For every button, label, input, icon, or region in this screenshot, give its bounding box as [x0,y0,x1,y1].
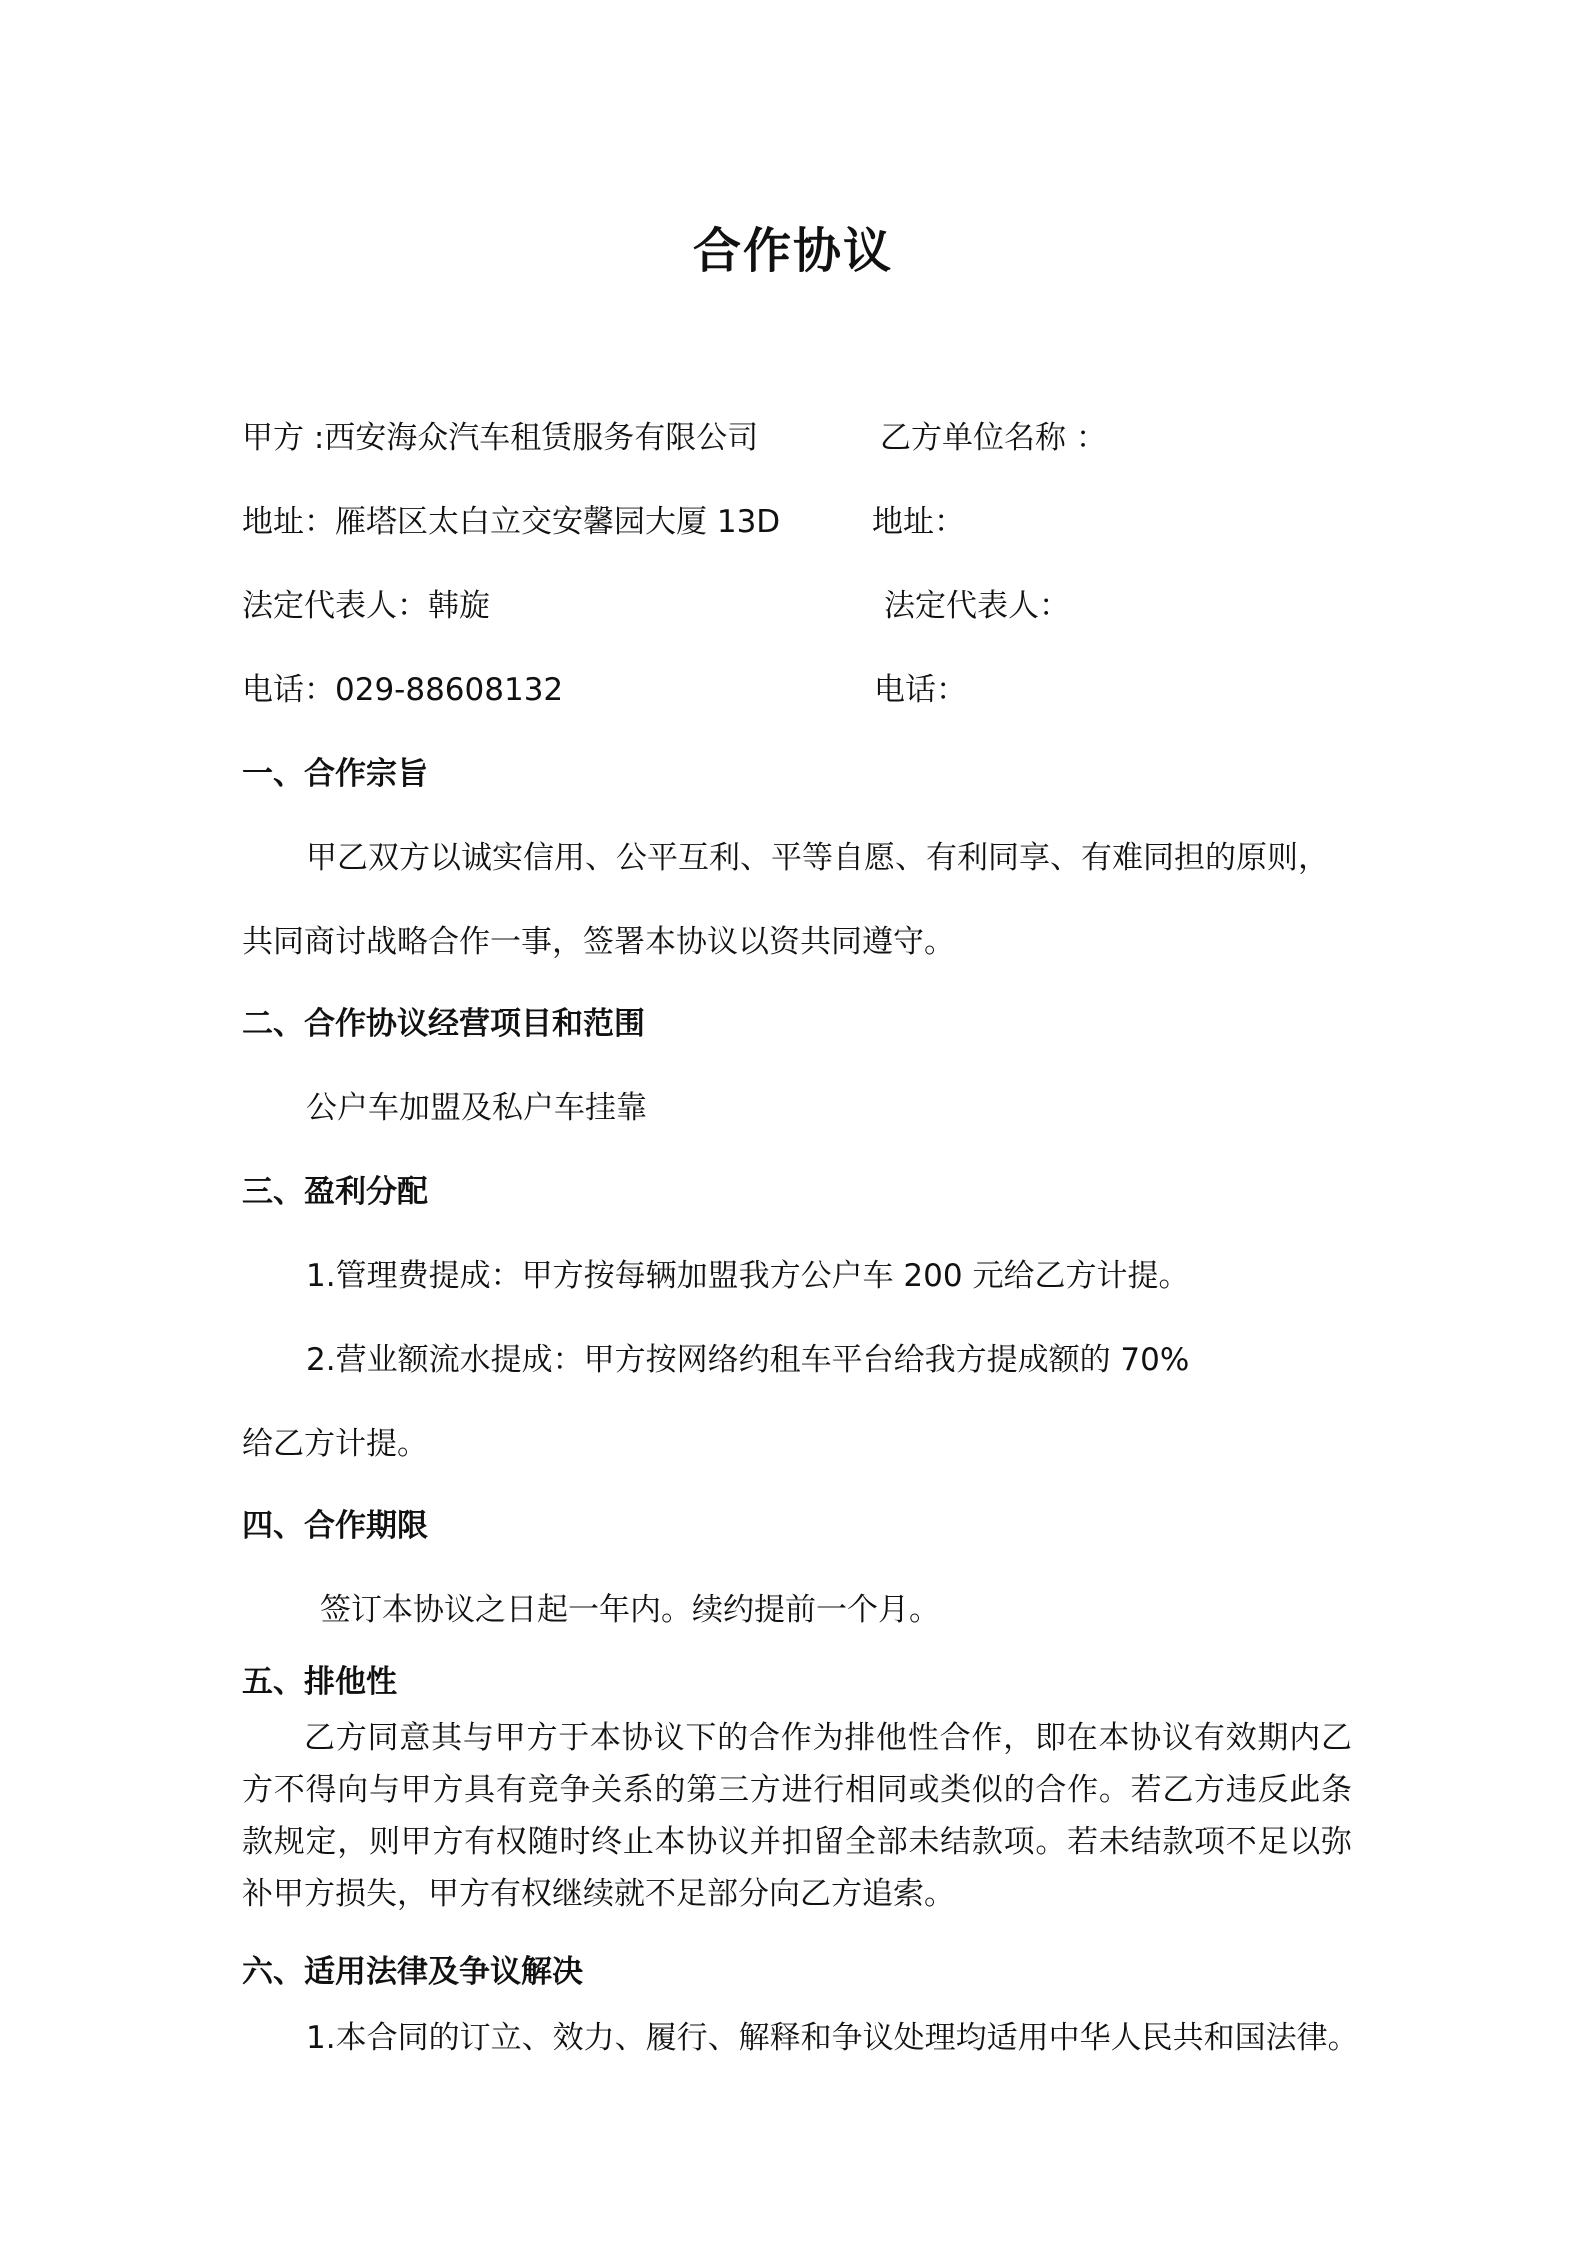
section-5-paragraph: 乙方同意其与甲方于本协议下的合作为排他性合作，即在本协议有效期内乙方不得向与甲方具有竞争关系的第三方进行相同或类似的合作。若乙方违反此条款规定，则甲方有权随时终止本协议并扣留全部未结款项。若未结款项不足以弥补甲方损失，甲方有权继续就不足部分向乙方追索。 [242,1720,1352,1912]
section-2-line-1: 公户车加盟及私户车挂靠 [306,1090,647,1126]
party-b-phone: 电话： [874,672,967,708]
section-3-item-2-line-1: 2.营业额流水提成：甲方按网络约租车平台给我方提成额的 70% [306,1342,1190,1378]
section-1-line-2: 共同商讨战略合作一事，签署本协议以资共同遵守。 [242,924,955,960]
party-b-legal-rep: 法定代表人： [884,588,1070,624]
section-3-item-2-line-2: 给乙方计提。 [242,1426,428,1462]
section-4-line-1: 签订本协议之日起一年内。续约提前一个月。 [320,1592,940,1628]
document-title: 合作协议 [692,223,893,279]
section-6-heading: 六、适用法律及争议解决 [242,1954,583,1990]
party-b-name: 乙方单位名称 ： [880,420,1107,456]
party-b-address: 地址： [872,504,965,540]
section-2-heading: 二、合作协议经营项目和范围 [242,1006,645,1042]
party-a-legal-rep: 法定代表人：韩旋 [242,588,490,624]
section-3-item-1: 1.管理费提成：甲方按每辆加盟我方公户车 200 元给乙方计提。 [306,1258,1190,1294]
party-a-name: 甲方 :西安海众汽车租赁服务有限公司 [242,420,759,456]
party-a-address: 地址：雁塔区太白立交安馨园大厦 13D [242,504,781,540]
section-4-heading: 四、合作期限 [242,1508,428,1544]
section-3-heading: 三、盈利分配 [242,1174,428,1210]
section-1-line-1: 甲乙双方以诚实信用、公平互利、平等自愿、有利同享、有难同担的原则， [306,840,1329,876]
section-6-item-1: 1.本合同的订立、效力、履行、解释和争议处理均适用中华人民共和国法律。 [306,2020,1359,2056]
section-5-heading: 五、排他性 [242,1664,397,1700]
section-1-heading: 一、合作宗旨 [242,756,428,792]
party-a-phone: 电话：029-88608132 [242,672,564,708]
